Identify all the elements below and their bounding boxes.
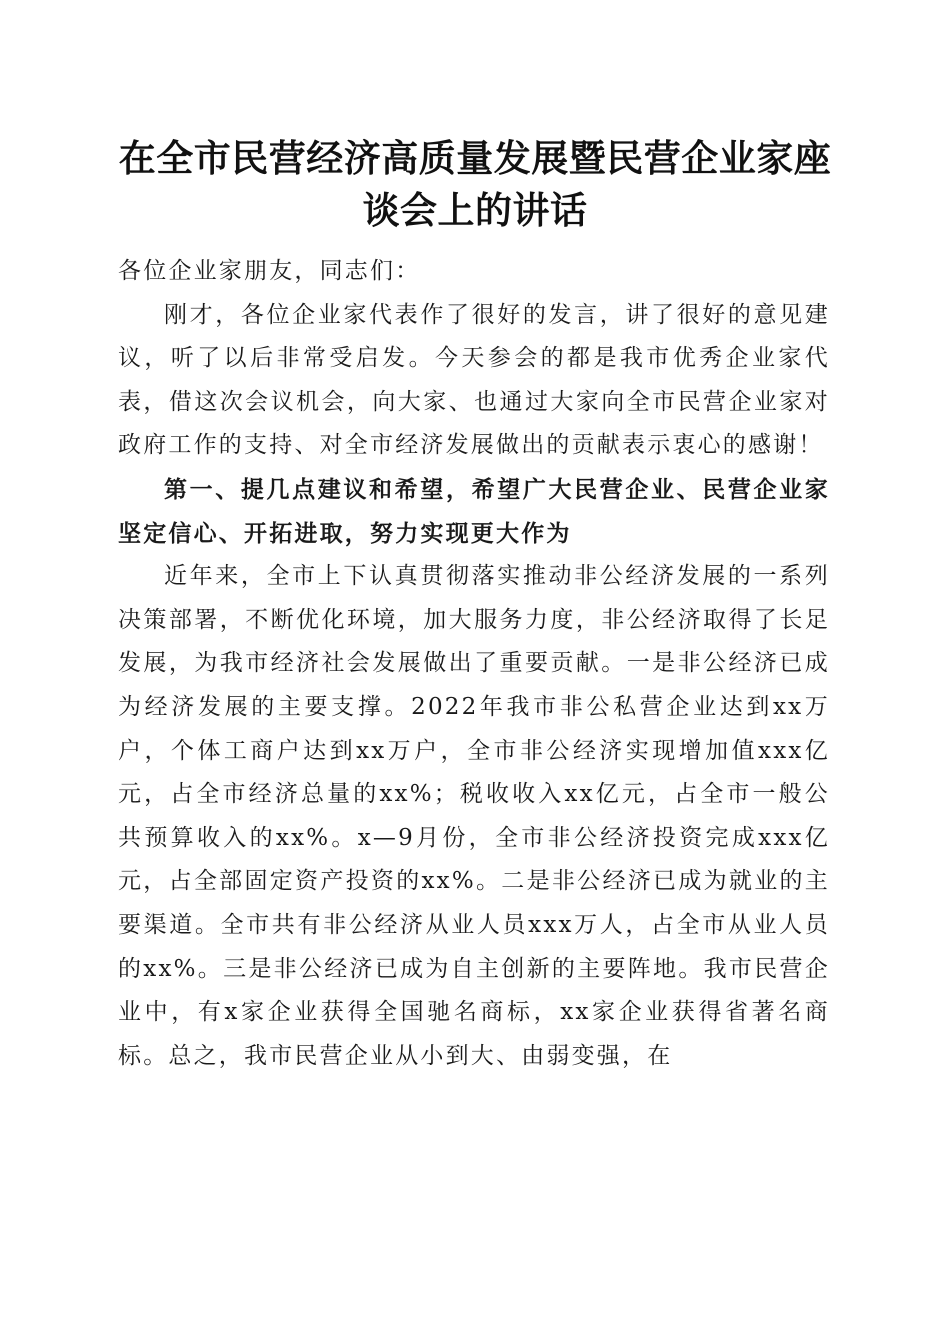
paragraph-opening: 刚才，各位企业家代表作了很好的发言，讲了很好的意见建议，听了以后非常受启发。今天参会的都是我市优秀企业家代表，借这次会议机会，向大家、也通过大家向全市民营企业家对政府工作的支持、对全市经济发展做出的贡献表示衷心的感谢！: [118, 301, 830, 459]
document-title: 在全市民营经济高质量发展暨民营企业家座谈会上的讲话: [118, 136, 832, 232]
paragraph-development: 近年来，全市上下认真贯彻落实推动非公经济发展的一系列决策部署，不断优化环境，加大服务力度，非公经济取得了长足发展，为我市经济社会发展做出了重要贡献。一是非公经济已成为经济发展的主要支撑。2022年我市非公私营企业达到xx万户，个体工商户达到xx万户，全市非公经济实现增加值xxx亿元，占全市经济总量的xx%；税收收入xx亿元，占全市一般公共预算收入的xx%。x—9月份，全市非公经济投资完成xxx亿元，占全部固定资产投资的xx%。二是非公经济已成为就业的主要渠道。全市共有非公经济从业人员xxx万人，占全市从业人员的xx%。三是非公经济已成为自主创新的主要阵地。我市民营企业中，有x家企业获得全国驰名商标，xx家企业获得省著名商标。总之，我市民营企业从小到大、由弱变强，在: [118, 563, 830, 1069]
salutation: 各位企业家朋友，同志们：: [118, 258, 421, 284]
section-heading-first: 第一、提几点建议和希望，希望广大民营企业、民营企业家坚定信心、开拓进取，努力实现更大作为: [118, 475, 830, 547]
document-body: [118, 250, 830, 1078]
